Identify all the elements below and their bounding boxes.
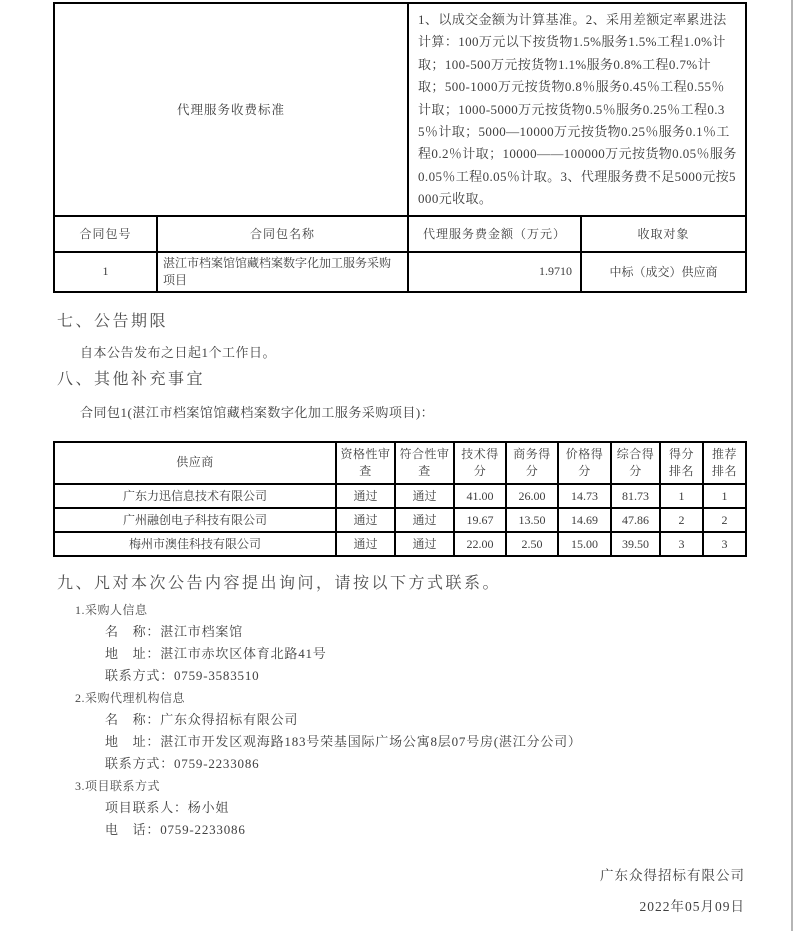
contract-package-header-row xyxy=(54,216,746,252)
purchaser-contact: 联系方式：0759-3583510 xyxy=(105,667,260,683)
header-qualification-review: 资格性审查 xyxy=(336,442,395,484)
header-package-name: 合同包名称 xyxy=(157,216,408,252)
signature-block xyxy=(53,867,745,915)
cell-score-rank: 3 xyxy=(660,532,703,556)
cell-business: 26.00 xyxy=(506,484,558,508)
project-contact-info xyxy=(53,779,745,837)
header-total-score: 综合得分 xyxy=(611,442,660,484)
cell-qualification: 通过 xyxy=(336,532,395,556)
cell-score-rank: 1 xyxy=(660,484,703,508)
page-right-border xyxy=(791,0,793,931)
fee-standard-row xyxy=(54,3,746,216)
cell-qualification: 通过 xyxy=(336,484,395,508)
project-phone: 电 话：0759-2233086 xyxy=(105,821,246,837)
score-row-1 xyxy=(54,484,746,508)
section7-body: 自本公告发布之日起1个工作日。 xyxy=(80,344,277,360)
cell-conformity: 通过 xyxy=(395,508,454,532)
project-heading: 3.项目联系方式 xyxy=(75,778,161,793)
fee-standard-text: 1、以成交金额为计算基准。2、采用差额定率累进法计算：100万元以下按货物1.5%服务1.5%工程1.0%计取；100-500万元按货物1.1%服务0.8%工程0.7%计取；500-1000万元按货物0.8％服务0.45％工程0.55％计取；1000-5000万元按货物0.5％服务0.25％工程0.35％计取；5000—10000万元按货物0.25％服务0.1％工程0.2％计取；10000——100000万元按货物0.05％服务0.05％工程0.05％计取。3、代理服务费不足5000元按5000元收取。 xyxy=(408,3,746,216)
header-price-score: 价格得分 xyxy=(558,442,611,484)
cell-payer: 中标（成交）供应商 xyxy=(581,252,746,292)
cell-price: 15.00 xyxy=(558,532,611,556)
cell-supplier: 广东力迅信息技术有限公司 xyxy=(54,484,336,508)
signature-date: 2022年05月09日 xyxy=(639,898,745,914)
cell-business: 2.50 xyxy=(506,532,558,556)
section7-title: 七、公告期限 xyxy=(57,312,169,330)
section8-title: 八、其他补充事宜 xyxy=(57,370,206,388)
cell-conformity: 通过 xyxy=(395,532,454,556)
cell-price: 14.69 xyxy=(558,508,611,532)
cell-total: 81.73 xyxy=(611,484,660,508)
cell-fee-amount: 1.9710 xyxy=(408,252,581,292)
signature-company: 广东众得招标有限公司 xyxy=(600,867,745,883)
agency-heading: 2.采购代理机构信息 xyxy=(75,690,186,705)
supplier-score-table xyxy=(53,441,747,557)
agency-name: 名 称：广东众得招标有限公司 xyxy=(105,711,299,727)
score-header-row xyxy=(54,442,746,484)
header-payer: 收取对象 xyxy=(581,216,746,252)
cell-technical: 41.00 xyxy=(454,484,506,508)
agency-info xyxy=(53,691,745,771)
cell-recommend-rank: 1 xyxy=(703,484,746,508)
purchaser-name: 名 称：湛江市档案馆 xyxy=(105,623,244,639)
cell-score-rank: 2 xyxy=(660,508,703,532)
cell-recommend-rank: 2 xyxy=(703,508,746,532)
cell-conformity: 通过 xyxy=(395,484,454,508)
header-fee-amount: 代理服务费金额（万元） xyxy=(408,216,581,252)
header-supplier: 供应商 xyxy=(54,442,336,484)
contract-package-data-row xyxy=(54,252,746,292)
cell-price: 14.73 xyxy=(558,484,611,508)
cell-supplier: 梅州市澳佳科技有限公司 xyxy=(54,532,336,556)
cell-qualification: 通过 xyxy=(336,508,395,532)
contact-info xyxy=(53,603,745,837)
header-package-no: 合同包号 xyxy=(54,216,157,252)
agency-contact: 联系方式：0759-2233086 xyxy=(105,755,260,771)
document-content xyxy=(53,2,745,929)
cell-technical: 22.00 xyxy=(454,532,506,556)
header-technical-score: 技术得分 xyxy=(454,442,506,484)
project-contact-person: 项目联系人：杨小姐 xyxy=(105,799,230,815)
cell-business: 13.50 xyxy=(506,508,558,532)
header-recommend-rank: 推荐排名 xyxy=(703,442,746,484)
cell-total: 47.86 xyxy=(611,508,660,532)
cell-recommend-rank: 3 xyxy=(703,532,746,556)
cell-technical: 19.67 xyxy=(454,508,506,532)
cell-package-no: 1 xyxy=(54,252,157,292)
header-conformity-review: 符合性审查 xyxy=(395,442,454,484)
section8-intro: 合同包1(湛江市档案馆馆藏档案数字化加工服务采购项目)： xyxy=(80,404,435,420)
cell-total: 39.50 xyxy=(611,532,660,556)
cell-supplier: 广州融创电子科技有限公司 xyxy=(54,508,336,532)
fee-standard-label: 代理服务收费标准 xyxy=(54,3,408,216)
header-score-rank: 得分排名 xyxy=(660,442,703,484)
agency-fee-table xyxy=(53,2,747,293)
agency-address: 地 址：湛江市开发区观海路183号荣基国际广场公寓8层07号房(湛江分公司） xyxy=(105,733,582,749)
purchaser-info xyxy=(53,603,745,683)
purchaser-address: 地 址：湛江市赤坎区体育北路41号 xyxy=(105,645,327,661)
score-row-2 xyxy=(54,508,746,532)
purchaser-heading: 1.采购人信息 xyxy=(75,602,148,617)
cell-package-name: 湛江市档案馆馆藏档案数字化加工服务采购项目 xyxy=(157,252,408,292)
score-row-3 xyxy=(54,532,746,556)
header-business-score: 商务得分 xyxy=(506,442,558,484)
section9-title: 九、凡对本次公告内容提出询问，请按以下方式联系。 xyxy=(57,574,502,592)
